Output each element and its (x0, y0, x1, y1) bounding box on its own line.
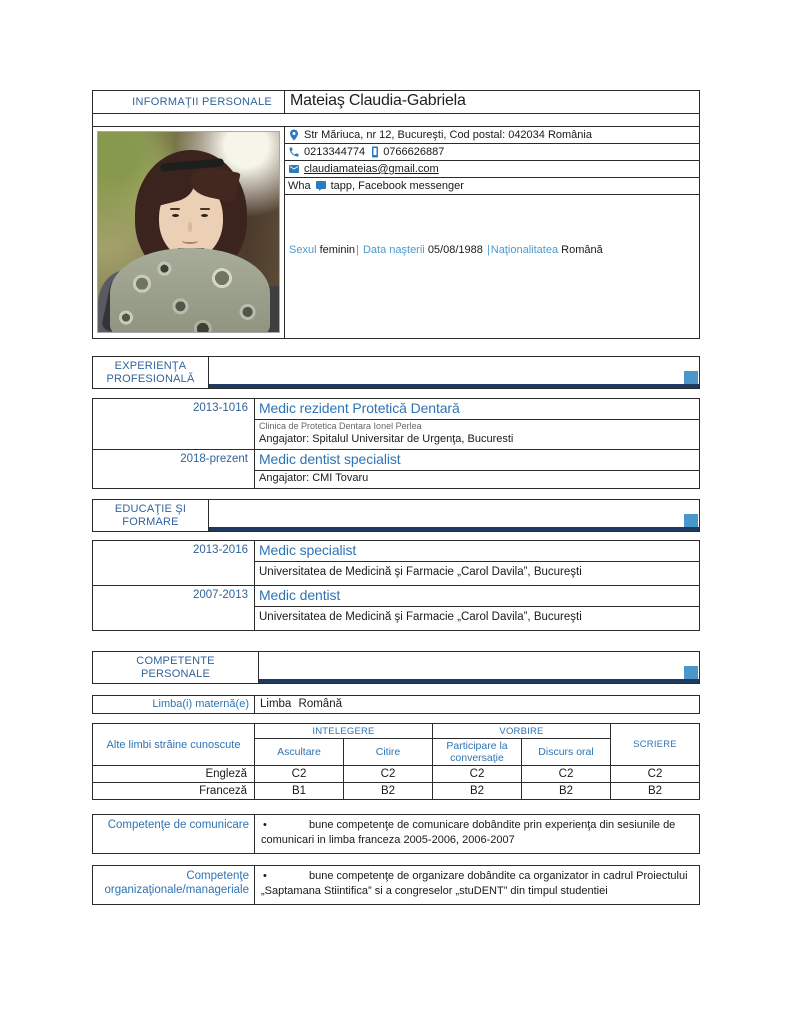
entry-institution: Universitatea de Medicină şi Farmacie „Carol Davila”, Bucureşti (259, 611, 582, 623)
email-link[interactable]: claudiamateias@gmail.com (304, 163, 439, 175)
entry-period: 2007-2013 (93, 586, 255, 630)
column-oral: Discurs oral (522, 739, 611, 766)
photo-scarf (110, 248, 270, 333)
entry-title: Medic dentist specialist (255, 450, 699, 471)
table-row (93, 766, 700, 783)
competences-bar-rule (259, 652, 699, 683)
entry-institution: Universitatea de Medicină şi Farmacie „Carol Davila”, Bucureşti (259, 566, 582, 578)
photo-eye (201, 214, 208, 217)
language-name: Engleză (93, 766, 255, 783)
competences-section-bar (92, 651, 700, 684)
entry-period: 2013-2016 (93, 541, 255, 585)
experience-bar-rule (209, 357, 699, 388)
entry-body (255, 450, 699, 488)
phone-number: 0213344774 (304, 146, 366, 158)
experience-entries (92, 398, 700, 489)
gender-label: Sexul (289, 244, 317, 256)
bullet: • (263, 870, 267, 882)
table-row (93, 783, 700, 800)
competences-section-label (93, 652, 259, 683)
level-cell: C2 (433, 766, 522, 783)
column-conversation: Participare la conversaţie (433, 739, 522, 766)
full-name: Mateiaş Claudia-Gabriela (290, 92, 466, 109)
competences-label-line2: PERSONALE (140, 667, 211, 680)
language-skills-table (92, 723, 700, 800)
level-cell: B2 (522, 783, 611, 800)
organizational-text (255, 866, 699, 904)
mother-tongue-label: Limba(i) maternă(e) (93, 696, 255, 713)
education-bar-rule (209, 500, 699, 531)
education-entries (92, 540, 700, 631)
gender-value: feminin (319, 244, 356, 256)
entry-period: 2013-1016 (93, 399, 255, 449)
entry-employer: Angajator: Spitalul Universitar de Urgenţa, Bucuresti (259, 433, 514, 445)
level-cell: C2 (522, 766, 611, 783)
experience-label-line1: EXPERIENŢA (114, 359, 187, 372)
education-entry (93, 541, 699, 585)
communication-competences-box (92, 814, 700, 854)
section-end-square (684, 371, 698, 384)
photo-contact-row (93, 127, 699, 338)
mother-tongue-row (92, 695, 700, 714)
photo-mouth (182, 238, 198, 244)
section-end-square (684, 514, 698, 527)
organizational-label-line2: organizaţionale/manageriale (104, 884, 249, 896)
education-entry (93, 585, 699, 630)
entry-subtitle: Clinica de Protetica Dentara Ionel Perlea (259, 421, 422, 431)
mobile-phone-icon (369, 146, 379, 158)
column-group-writing: SCRIERE (611, 724, 700, 766)
education-label-line1: EDUCAŢIE ŞI (114, 502, 187, 515)
messaging-text-prefix: Wha (288, 180, 311, 192)
profile-photo (97, 131, 280, 333)
experience-section-label (93, 357, 209, 388)
photo-eye (172, 214, 179, 217)
communication-label: Competenţe de comunicare (93, 815, 255, 853)
column-reading: Citire (344, 739, 433, 766)
level-cell: B2 (611, 783, 700, 800)
separator: | (486, 244, 490, 256)
experience-section-bar (92, 356, 700, 389)
name-row (93, 91, 699, 114)
entry-title: Medic rezident Protetică Dentară (255, 399, 699, 420)
dob-label: Data naşterii (362, 244, 425, 256)
entry-body (255, 399, 699, 449)
entry-title: Medic specialist (255, 541, 699, 562)
communication-text (255, 815, 699, 853)
messaging-row (285, 178, 699, 195)
nationality-label: Naţionalitatea (490, 244, 559, 256)
organizational-text-content: bune competenţe de organizare dobândite ca organizator in cadrul Proiectului „Saptamana Stiintifica” si a congreselor „stuDENT” din timpul studentiei (261, 870, 688, 897)
entry-employer: Angajator: CMI Tovaru (259, 472, 369, 484)
experience-label-line2: PROFESIONALĂ (106, 372, 195, 385)
bullet: • (263, 819, 267, 831)
column-listening: Ascultare (255, 739, 344, 766)
personal-info-section (92, 90, 700, 339)
level-cell: C2 (344, 766, 433, 783)
entry-period: 2018-prezent (93, 450, 255, 488)
other-languages-label: Alte limbi străine cunoscute (93, 724, 255, 766)
personal-details-line (285, 244, 699, 256)
photo-cell (93, 127, 285, 338)
education-section-bar (92, 499, 700, 532)
organizational-label (93, 866, 255, 904)
level-cell: B2 (433, 783, 522, 800)
section-label-personal: INFORMAŢII PERSONALE (93, 91, 285, 113)
email-row (285, 161, 699, 178)
contact-cell (285, 127, 699, 338)
spacer-row (93, 114, 699, 127)
photo-eyebrow (170, 208, 180, 210)
entry-title: Medic dentist (255, 586, 699, 607)
nationality-value: Română (561, 244, 603, 256)
separator: | (356, 244, 359, 256)
phone-icon (288, 146, 300, 158)
photo-eyebrow (200, 208, 210, 210)
level-cell: B2 (344, 783, 433, 800)
address-text: Str Măriuca, nr 12, Bucureşti, Cod postal: 042034 România (304, 129, 592, 141)
organizational-competences-box (92, 865, 700, 905)
section-end-square (684, 666, 698, 679)
column-group-understanding: INTELEGERE (255, 724, 433, 739)
photo-nose (188, 222, 192, 232)
email-envelope-icon (288, 163, 300, 175)
communication-text-content: bune competenţe de comunicare dobândite prin experienţa din sesiunile de comunicari in limba franceza 2005-2006, 2006-2007 (261, 819, 676, 846)
level-cell: C2 (611, 766, 700, 783)
entry-body (255, 541, 699, 585)
entry-body (255, 586, 699, 630)
address-row (285, 127, 699, 144)
dob-value: 05/08/1988 (427, 244, 483, 256)
mother-tongue-value: Limba Română (260, 698, 342, 710)
organizational-label-line1: Competenţe (186, 870, 249, 882)
column-group-speaking: VORBIRE (433, 724, 611, 739)
experience-entry (93, 399, 699, 449)
education-section-label (93, 500, 209, 531)
phone-row (285, 144, 699, 161)
chat-bubble-icon (315, 180, 327, 192)
messaging-text-suffix: tapp, Facebook messenger (330, 180, 464, 192)
language-name: Franceză (93, 783, 255, 800)
level-cell: C2 (255, 766, 344, 783)
level-cell: B1 (255, 783, 344, 800)
cv-content (92, 90, 700, 905)
mobile-number: 0766626887 (383, 146, 445, 158)
competences-label-line1: COMPETENTE (136, 654, 215, 667)
education-label-line2: FORMARE (122, 515, 179, 528)
location-pin-icon (288, 129, 300, 141)
experience-entry (93, 449, 699, 488)
